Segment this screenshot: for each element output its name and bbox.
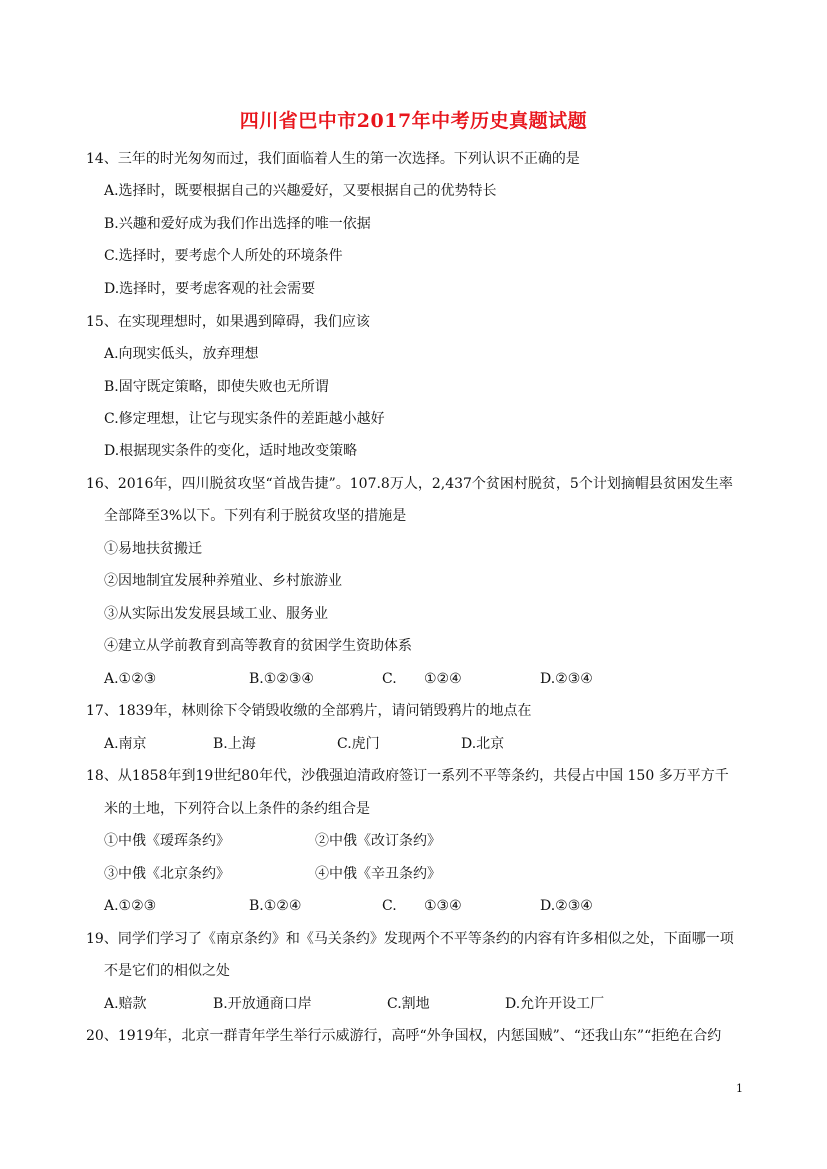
question-19-option-b: B.开放通商口岸 — [213, 996, 312, 1012]
question-15-stem: 15、在实现理想时，如果遇到障碍，我们应该 — [86, 314, 370, 330]
question-15-option-d: D.根据现实条件的变化，适时地改变策略 — [104, 443, 358, 459]
question-18-item-3: ③中俄《北京条约》 — [104, 866, 230, 882]
question-14-option-b: B.兴趣和爱好成为我们作出选择的唯一依据 — [104, 216, 371, 232]
question-16-option-c-label: C. — [382, 671, 397, 687]
question-19-stem-line2: 不是它们的相似之处 — [104, 963, 230, 979]
question-14-option-c: C.选择时，要考虑个人所处的环境条件 — [104, 248, 343, 264]
question-17-option-d: D.北京 — [461, 736, 505, 752]
question-15-option-a: A.向现实低头，放弃理想 — [104, 346, 259, 362]
question-16-option-d: D.②③④ — [540, 671, 593, 687]
document-title: 四川省巴中市2017年中考历史真题试题 — [239, 110, 588, 132]
question-15-option-c: C.修定理想，让它与现实条件的差距越小越好 — [104, 411, 385, 427]
question-16-stem-line1: 16、2016年，四川脱贫攻坚“首战告捷”。107.8万人，2,437个贫困村脱贫，5个计划摘帽县贫困发生率 — [86, 476, 733, 492]
question-14-option-d: D.选择时，要考虑客观的社会需要 — [104, 281, 316, 297]
question-16-item-4: ④建立从学前教育到高等教育的贫困学生资助体系 — [104, 638, 412, 654]
question-20-stem-line1: 20、1919年，北京一群青年学生举行示威游行，高呼“外争国权，内惩国贼”、“还我山东”“拒绝在合约 — [86, 1028, 722, 1044]
question-18-option-a: A.①②③ — [104, 898, 157, 914]
question-19-option-c: C.割地 — [387, 996, 430, 1012]
question-16-item-1: ①易地扶贫搬迁 — [104, 541, 202, 557]
question-19-option-d: D.允许开设工厂 — [505, 996, 605, 1012]
question-16-option-a: A.①②③ — [104, 671, 157, 687]
question-16-option-b: B.①②③④ — [249, 671, 314, 687]
question-16-item-3: ③从实际出发发展县域工业、服务业 — [104, 606, 328, 622]
page-number: 1 — [736, 1082, 743, 1095]
question-16-stem-line2: 全部降至3%以下。下列有利于脱贫攻坚的措施是 — [104, 508, 407, 524]
question-18-option-b: B.①②④ — [249, 898, 302, 914]
question-18-option-d: D.②③④ — [540, 898, 593, 914]
question-14-stem: 14、三年的时光匆匆而过，我们面临着人生的第一次选择。下列认识不正确的是 — [86, 151, 580, 167]
question-18-option-c-value: ①③④ — [424, 898, 462, 914]
question-18-stem-line1: 18、从1858年到19世纪80年代，沙俄强迫清政府签订一系列不平等条约，共侵占中国 150 多万平方千 — [86, 768, 729, 784]
question-18-item-2: ②中俄《改订条约》 — [315, 833, 441, 849]
question-16-option-c-value: ①②④ — [424, 671, 462, 687]
question-17-stem: 17、1839年，林则徐下令销毁收缴的全部鸦片，请问销毁鸦片的地点在 — [86, 703, 532, 719]
question-19-option-a: A.赔款 — [104, 996, 147, 1012]
question-14-option-a: A.选择时，既要根据自己的兴趣爱好，又要根据自己的优势特长 — [104, 183, 497, 199]
question-15-option-b: B.固守既定策略，即使失败也无所谓 — [104, 379, 329, 395]
question-18-option-c-label: C. — [382, 898, 397, 914]
question-18-item-1: ①中俄《瑷珲条约》 — [104, 833, 230, 849]
question-18-stem-line2: 米的土地，下列符合以上条件的条约组合是 — [104, 801, 370, 817]
question-19-stem-line1: 19、同学们学习了《南京条约》和《马关条约》发现两个不平等条约的内容有许多相似之处，下面哪一项 — [86, 931, 734, 947]
question-17-option-c: C.虎门 — [337, 736, 380, 752]
question-18-item-4: ④中俄《辛丑条约》 — [315, 866, 441, 882]
question-16-item-2: ②因地制宜发展种养殖业、乡村旅游业 — [104, 573, 342, 589]
question-17-option-a: A.南京 — [104, 736, 147, 752]
question-17-option-b: B.上海 — [213, 736, 256, 752]
